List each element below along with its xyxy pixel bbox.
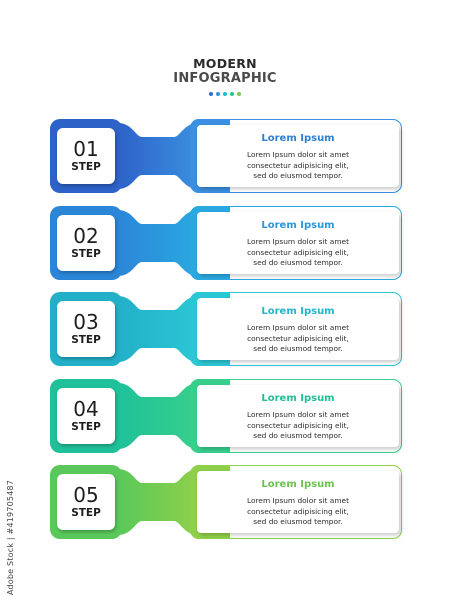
step-description-line: consectetur adipisicing elit, [247,420,349,430]
step-text-card [197,385,399,447]
step-text-card [197,125,399,187]
title-line-2: INFOGRAPHIC [173,71,277,86]
step-description-line: Lorem Ipsum dolor sit amet [247,410,349,419]
step-description-line: sed do eiusmod tempor. [253,344,343,353]
step-connector-icon [118,379,198,453]
step-description-line: consectetur adipisicing elit, [247,333,349,343]
step-number: 03 [73,310,99,334]
step-connector-icon [118,292,198,366]
step-description-line: Lorem Ipsum dolor sit amet [247,237,349,246]
infographic-header [0,56,450,96]
step-text-card [197,471,399,533]
step-description-line: sed do eiusmod tempor. [253,517,343,526]
step-connector-icon [118,206,198,280]
step-description [203,496,393,528]
step-title: Lorem Ipsum [261,479,335,490]
step-number-card [57,474,115,530]
step-connector-icon [118,465,198,539]
step-connector-icon [118,119,198,193]
step-number: 02 [73,224,99,248]
step-row [50,292,402,366]
step-number-card [57,215,115,271]
step-description [203,323,393,355]
step-description-line: sed do eiusmod tempor. [253,431,343,440]
step-title: Lorem Ipsum [261,393,335,404]
step-title: Lorem Ipsum [261,220,335,231]
step-row [50,119,402,193]
step-description [203,410,393,442]
step-title: Lorem Ipsum [261,306,335,317]
step-row [50,206,402,280]
step-row [50,465,402,539]
step-description-line: consectetur adipisicing elit, [247,506,349,516]
step-description-line: consectetur adipisicing elit, [247,247,349,257]
header-dots [0,92,450,96]
title-line-1: MODERN [193,56,257,71]
step-label: STEP [71,248,101,260]
step-row [50,379,402,453]
stock-watermark: Adobe Stock | #419705487 [6,479,15,595]
step-label: STEP [71,421,101,433]
step-description-line: sed do eiusmod tempor. [253,258,343,267]
step-number-card [57,388,115,444]
step-title: Lorem Ipsum [261,133,335,144]
header-dot [223,92,227,96]
step-number: 04 [73,397,99,421]
step-description-line: sed do eiusmod tempor. [253,171,343,180]
step-description-line: consectetur adipisicing elit, [247,160,349,170]
step-number: 01 [73,137,99,161]
step-label: STEP [71,334,101,346]
step-text-card [197,298,399,360]
header-dot [209,92,213,96]
header-dot [237,92,241,96]
step-description-line: Lorem Ipsum dolor sit amet [247,150,349,159]
step-description [203,237,393,269]
step-description [203,150,393,182]
step-number-card [57,128,115,184]
step-label: STEP [71,507,101,519]
step-description-line: Lorem Ipsum dolor sit amet [247,496,349,505]
header-dot [230,92,234,96]
step-number-card [57,301,115,357]
header-dot [216,92,220,96]
step-text-card [197,212,399,274]
step-number: 05 [73,483,99,507]
step-label: STEP [71,161,101,173]
step-description-line: Lorem Ipsum dolor sit amet [247,323,349,332]
